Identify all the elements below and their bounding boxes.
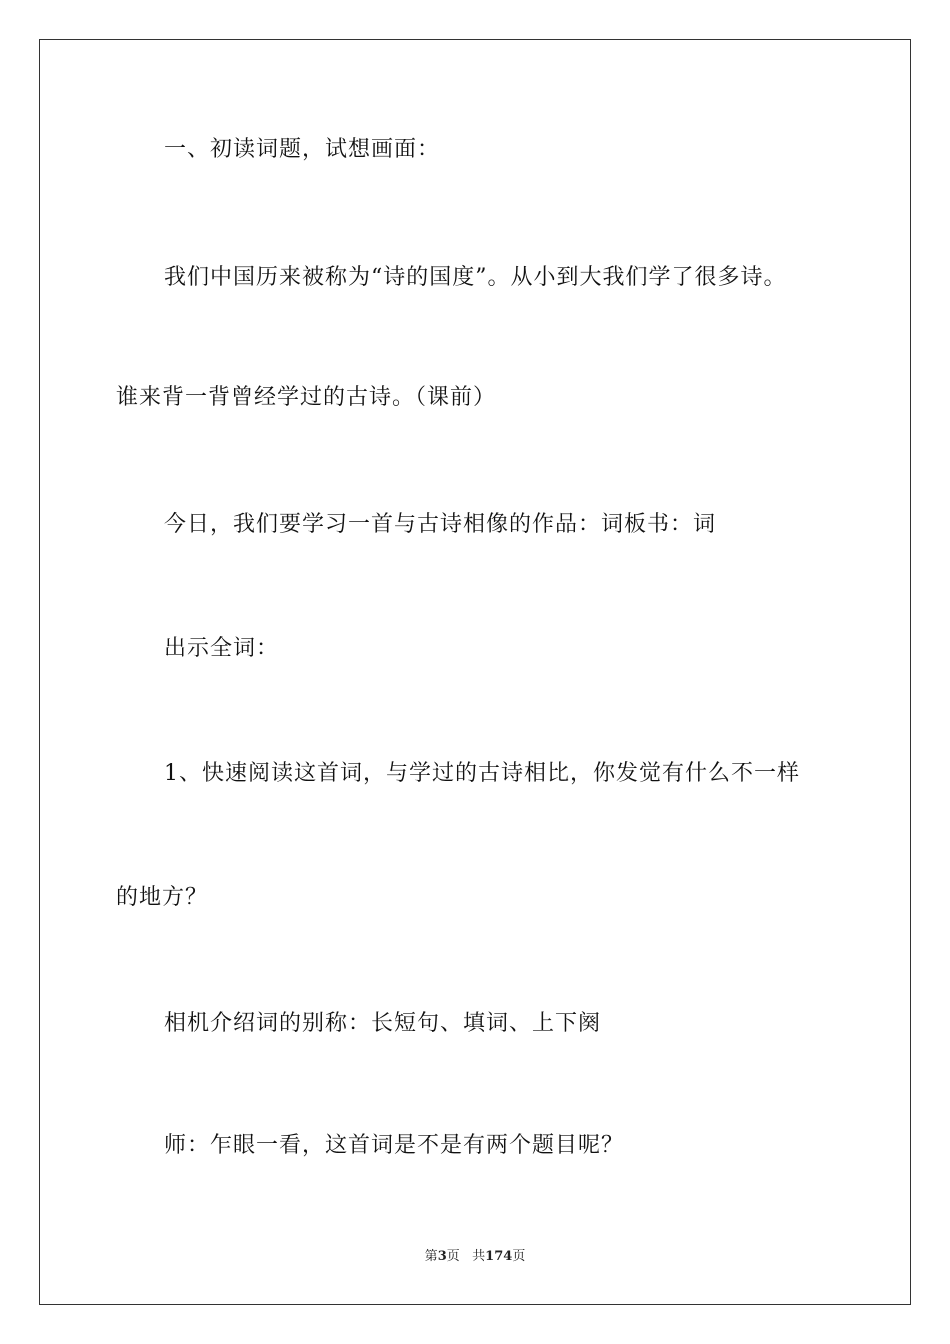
page-prefix: 第 xyxy=(424,1249,438,1264)
total-suffix: 页 xyxy=(512,1249,526,1264)
paragraph-text: 出示全词： xyxy=(164,636,280,661)
paragraph-text: 谁来背一背曾经学过的古诗。（课前） xyxy=(116,385,497,410)
paragraph-text: 今日，我们要学习一首与古诗相像的作品：词板书：词 xyxy=(164,512,717,537)
total-prefix: 共 xyxy=(472,1249,486,1264)
paragraph-text: 的地方？ xyxy=(116,885,209,910)
paragraph-heading: 一、初读词题，试想画面： xyxy=(164,137,441,162)
paragraph-text: 相机介绍词的别称：长短句、填词、上下阕 xyxy=(164,1011,602,1036)
paragraph-text: 我们中国历来被称为“诗的国度”。从小到大我们学了很多诗。 xyxy=(164,265,787,290)
total-pages: 174 xyxy=(485,1249,513,1264)
page-number: 3 xyxy=(437,1249,447,1264)
page-suffix: 页 xyxy=(446,1249,460,1264)
paragraph-text: 师：乍眼一看，这首词是不是有两个题目呢？ xyxy=(164,1133,625,1158)
page-footer xyxy=(0,1248,950,1266)
paragraph-text: 1、快速阅读这首词，与学过的古诗相比，你发觉有什么不一样 xyxy=(164,761,800,786)
page-frame xyxy=(39,39,911,1305)
